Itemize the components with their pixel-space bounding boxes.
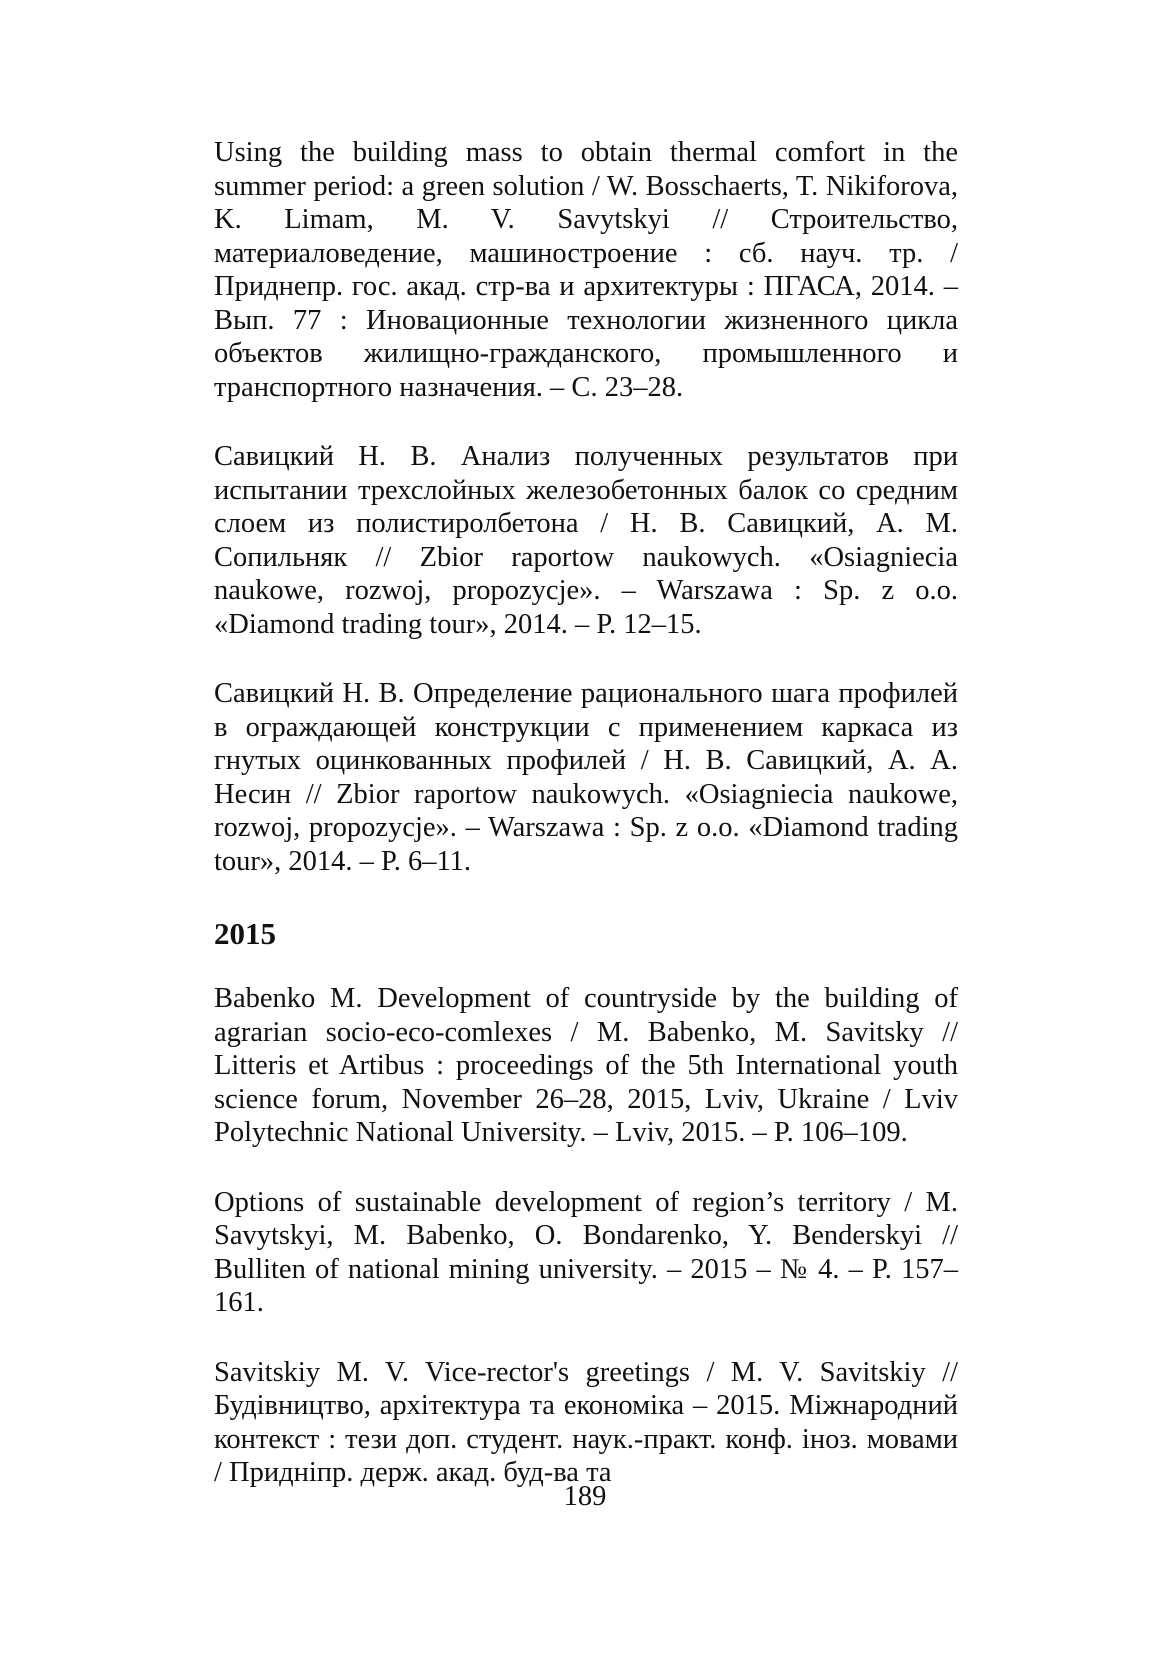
bibliography-entry: Options of sustainable development of region’s territory / M. Savytskyi, M. Babenko, O. Bondarenko, Y. Benderskyi // Bulliten of national mining university. – 2015 – № 4. – P. 157–161. (214, 1186, 958, 1318)
bibliography-entry: Savitskiy M. V. Vice-rector's greetings / M. V. Savitskiy // Будівництво, архітектура та економіка – 2015. Міжнародний контекст : тези доп. студент. наук.-практ. конф. іноз. мовами / Придніпр. держ. акад. буд-ва та (214, 1356, 958, 1488)
bibliography-entry: Савицкий Н. В. Анализ полученных результатов при испытании трехслойных железобетонных балок со средним слоем из полистиролбетона / Н. В. Савицкий, А. М. Сопильняк // Zbior raportow naukowych. «Osiagniecia naukowe, rozwoj, propozycje». – Warszawa : Sp. z o.o. «Diamond trading tour», 2014. – P. 12–15. (214, 441, 958, 640)
bibliography-entry: Babenko M. Development of countryside by the building of agrarian socio-eco-comlexes / M. Babenko, M. Savitsky // Litteris et Artibus : proceedings of the 5th International youth science forum, November 26–28, 2015, Lviv, Ukraine / Lviv Polytechnic National University. – Lviv, 2015. – P. 106–109. (214, 983, 958, 1148)
bibliography-entry: Савицкий Н. В. Определение рационального шага профилей в ограждающей конструкции с применением каркаса из гнутых оцинкованных профилей / Н. В. Савицкий, А. А. Несин // Zbior raportow naukowych. «Osiagniecia naukowe, rozwoj, propozycje». – Warszawa : Sp. z o.o. «Diamond trading tour», 2014. – P. 6–11. (214, 678, 958, 877)
year-heading: 2015 (214, 916, 276, 951)
bibliography-list (214, 136, 958, 1526)
page-number: 189 (563, 1481, 607, 1512)
bibliography-entry: Using the building mass to obtain thermal comfort in the summer period: a green solution / W. Bosschaerts, T. Nikiforova, K. Limam, M. V. Savytskyi // Строительство, материаловедение, машиностроение : сб. науч. тр. / Приднепр. гос. акад. стр-ва и архитектуры : ПГАСА, 2014. – Вып. 77 : Иновационные технологии жизненного цикла объектов жилищно-гражданского, промышленного и транспортного назначения. – С. 23–28. (214, 137, 958, 403)
